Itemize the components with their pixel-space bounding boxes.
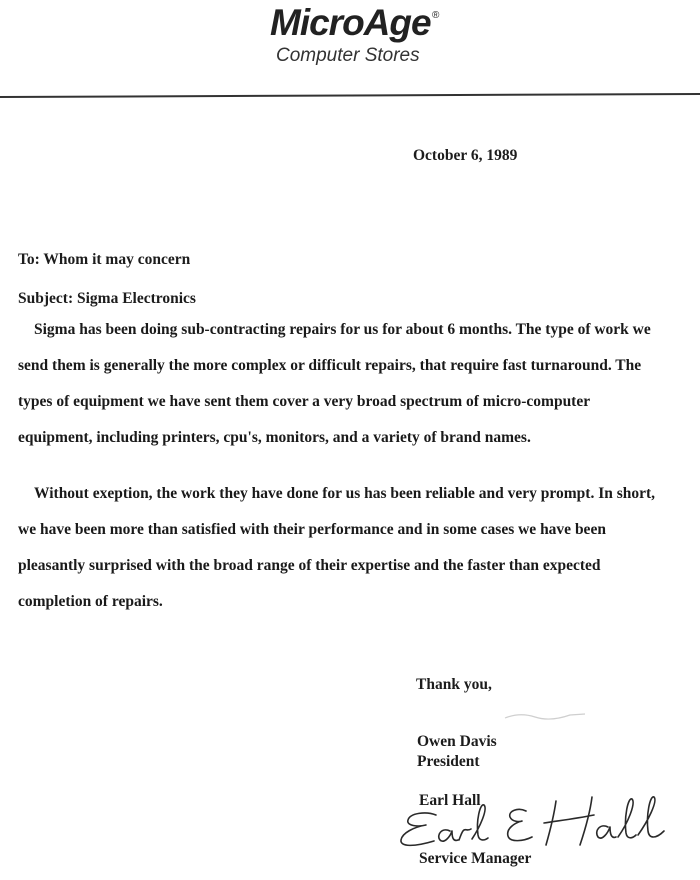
paragraph-line: equipment, including printers, cpu's, monitors, and a variety of brand names. — [18, 429, 531, 446]
signer-title-service-manager: Service Manager — [419, 850, 532, 867]
letter-subject: Subject: Sigma Electronics — [18, 290, 196, 307]
body-paragraph-1 — [18, 312, 698, 456]
signer-name-owen-davis: Owen Davis — [417, 733, 497, 750]
closing-line: Thank you, — [416, 676, 492, 693]
paragraph-line: Sigma has been doing sub-contracting repairs for us for about 6 months. The type of work we — [34, 321, 651, 338]
paragraph-line: we have been more than satisfied with their performance and in some cases we have been — [18, 521, 606, 538]
paragraph-line: types of equipment we have sent them cover a very broad spectrum of micro-computer — [18, 393, 591, 410]
registered-mark: ® — [432, 10, 440, 21]
letter-recipient: To: Whom it may concern — [18, 251, 191, 268]
paragraph-line: pleasantly surprised with the broad range of their expertise and the faster than expected — [18, 557, 601, 574]
signer-name-earl-hall: Earl Hall — [419, 792, 481, 809]
handwritten-signature — [396, 793, 676, 853]
letterhead-divider — [0, 93, 700, 98]
paragraph-line: Without exeption, the work they have done for us has been reliable and very prompt. In short, — [34, 485, 656, 502]
paragraph-line: send them is generally the more complex or difficult repairs, that require fast turnaround. The — [18, 357, 642, 374]
faint-scan-mark — [500, 706, 590, 726]
body-paragraph-2 — [18, 476, 698, 620]
letter-date: October 6, 1989 — [413, 147, 518, 164]
company-logo: MicroAge — [270, 2, 431, 43]
company-tagline: Computer Stores — [276, 45, 420, 66]
signer-title-president: President — [417, 753, 480, 770]
paragraph-line: completion of repairs. — [18, 593, 163, 610]
